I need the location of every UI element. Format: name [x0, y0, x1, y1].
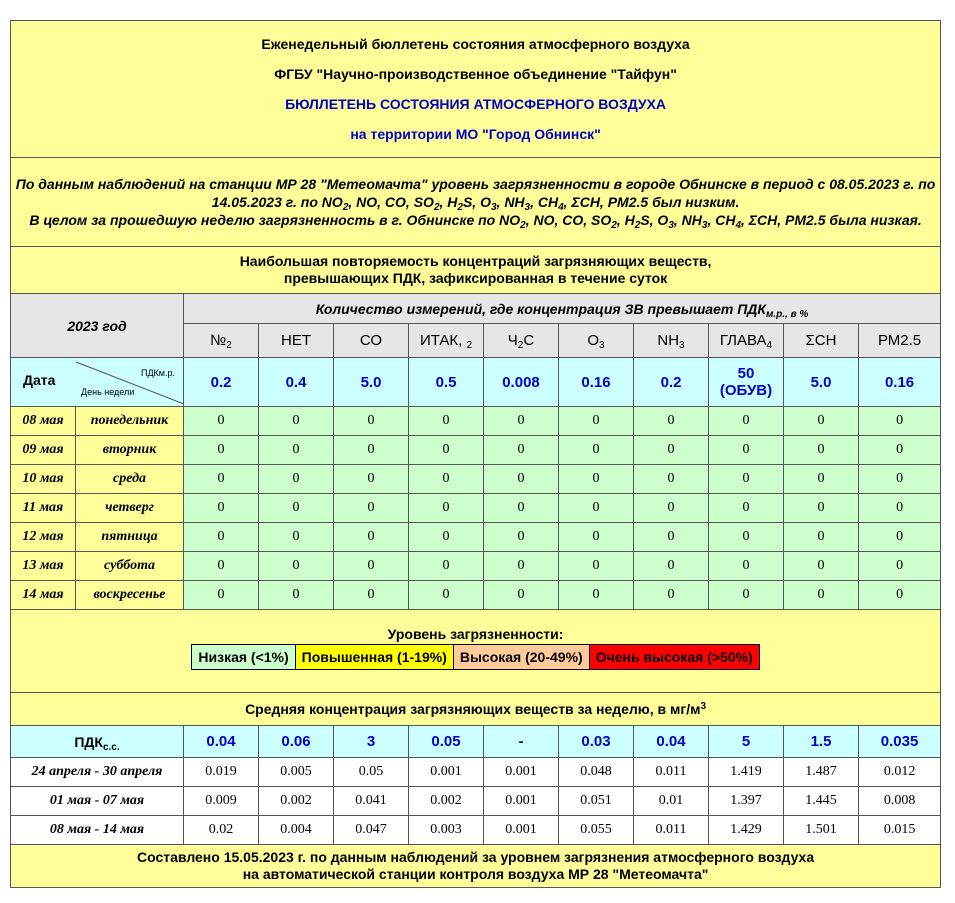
row-value: 0	[784, 465, 859, 494]
row-value: 0	[184, 465, 259, 494]
table-row	[11, 523, 941, 552]
row-value: 0	[634, 436, 709, 465]
repeat-title	[11, 247, 941, 294]
avg-value: 1.429	[709, 816, 784, 845]
row-value: 0	[559, 407, 634, 436]
summary	[11, 158, 941, 247]
row-value: 0	[784, 523, 859, 552]
row-value: 0	[334, 465, 409, 494]
pdk-mr-value: 5.0	[784, 358, 859, 407]
row-value: 0	[334, 552, 409, 581]
pdk-mr-value: 50 (ОБУВ)	[709, 358, 784, 407]
avg-value: 0.019	[184, 758, 259, 787]
column-header: $О_3$	[559, 324, 634, 358]
row-value: 0	[184, 436, 259, 465]
row-value: 0	[709, 581, 784, 610]
header-line3: БЮЛЛЕТЕНЬ СОСТОЯНИЯ АТМОСФЕРНОГО ВОЗДУХА	[285, 96, 667, 112]
diag-bottom-label: День недели	[81, 387, 135, 397]
row-value: 0	[259, 436, 334, 465]
row-date: 09 мая	[11, 436, 76, 465]
pdk-ss-value: 0.03	[559, 726, 634, 758]
footer-line1: Составлено 15.05.2023 г. по данным наблюдений за уровнем загрязнения атмосферного воздуха	[136, 849, 815, 865]
row-value: 0	[484, 436, 559, 465]
row-value: 0	[484, 494, 559, 523]
avg-value: 0.02	[184, 816, 259, 845]
footer	[11, 845, 941, 888]
row-value: 0	[409, 552, 484, 581]
row-value: 0	[409, 523, 484, 552]
row-value: 0	[559, 552, 634, 581]
avg-value: 1.487	[784, 758, 859, 787]
avg-value: 0.055	[559, 816, 634, 845]
pdk-mr-value: 0.16	[859, 358, 941, 407]
row-day: пятница	[76, 523, 184, 552]
avg-value: 0.005	[259, 758, 334, 787]
legend-item: Низкая (<1%)	[192, 645, 295, 670]
avg-value: 0.001	[484, 816, 559, 845]
year-cell: 2023 год	[11, 294, 184, 358]
row-value: 0	[184, 407, 259, 436]
pdk-mr-value: 0.5	[409, 358, 484, 407]
avg-value: 0.004	[259, 816, 334, 845]
row-value: 0	[859, 552, 941, 581]
column-header: РМ2.5	[859, 324, 941, 358]
avg-value: 0.001	[484, 787, 559, 816]
table-row	[11, 552, 941, 581]
repeat-title-line1: Наибольшая повторяемость концентраций загрязняющих веществ,	[239, 253, 712, 269]
avg-title: Средняя концентрация загрязняющих веществ за неделю, в $мг/м^3$	[11, 693, 941, 726]
count-title: Количество измерений, где концентрация ЗВ превышает $ПДК_{м.р., в \%}$	[184, 294, 941, 324]
repeat-title-line2: превышающих ПДК, зафиксированная в течение суток	[283, 270, 668, 286]
column-header: НЕТ	[259, 324, 334, 358]
avg-value: 0.05	[334, 758, 409, 787]
row-day: понедельник	[76, 407, 184, 436]
row-value: 0	[259, 407, 334, 436]
avg-row	[11, 816, 941, 845]
row-value: 0	[484, 465, 559, 494]
pdk-mr-value: 0.2	[634, 358, 709, 407]
row-value: 0	[259, 494, 334, 523]
row-value: 0	[634, 552, 709, 581]
date-label: Дата	[23, 372, 56, 388]
avg-value: 0.051	[559, 787, 634, 816]
row-day: суббота	[76, 552, 184, 581]
avg-value: 1.397	[709, 787, 784, 816]
table-row	[11, 581, 941, 610]
table-row	[11, 407, 941, 436]
column-header: ΣСН	[784, 324, 859, 358]
row-value: 0	[409, 494, 484, 523]
row-value: 0	[334, 407, 409, 436]
avg-value: 0.011	[634, 758, 709, 787]
avg-value: 0.01	[634, 787, 709, 816]
avg-row	[11, 758, 941, 787]
row-value: 0	[784, 552, 859, 581]
footer-line2: на автоматической станции контроля воздуха МР 28 "Метеомачта"	[242, 866, 709, 882]
row-value: 0	[184, 523, 259, 552]
avg-value: 0.015	[859, 816, 941, 845]
legend-table	[191, 644, 759, 670]
row-day: воскресенье	[76, 581, 184, 610]
row-date: 10 мая	[11, 465, 76, 494]
pdk-ss-value: 0.035	[859, 726, 941, 758]
column-header: $ГЛАВА_4$	[709, 324, 784, 358]
row-value: 0	[259, 552, 334, 581]
table-row	[11, 465, 941, 494]
header-line4: на территории МО "Город Обнинск"	[350, 126, 601, 142]
avg-value: 0.048	[559, 758, 634, 787]
avg-value: 0.003	[409, 816, 484, 845]
row-value: 0	[484, 523, 559, 552]
row-value: 0	[859, 581, 941, 610]
pdk-mr-value: 0.008	[484, 358, 559, 407]
row-value: 0	[709, 523, 784, 552]
pdk-mr-row	[11, 358, 941, 407]
summary-p1: По данным наблюдений на станции МР 28 "Метеомачта" уровень загрязненности в городе Обнинске в период с 08.05.2023 г. по 14.05.2023 г. по $NO_2$, NO, CO, $SO_2$, $H_2S$, $O_3$, $NH_3$, $CH_4$, ΣCH, PM2.5 был низким.	[15, 176, 936, 213]
row-value: 0	[334, 436, 409, 465]
pdk-ss-value: 0.04	[184, 726, 259, 758]
pdk-mr-value: 0.2	[184, 358, 259, 407]
avg-value: 0.001	[484, 758, 559, 787]
row-value: 0	[259, 581, 334, 610]
diagonal-header	[11, 358, 183, 406]
pdk-ss-value: 1.5	[784, 726, 859, 758]
row-value: 0	[859, 465, 941, 494]
summary-p2: В целом за прошедшую неделю загрязненность в г. Обнинске по $NO_2$, NO, CO, $SO_2$, $H_2S$, $O_3$, $NH_3$, $CH_4$, ΣCH, PM2.5 была низкая.	[29, 212, 922, 231]
row-value: 0	[559, 581, 634, 610]
row-value: 0	[859, 436, 941, 465]
row-date: 11 мая	[11, 494, 76, 523]
date-header-cell	[11, 358, 184, 407]
avg-value: 0.041	[334, 787, 409, 816]
bulletin-header	[11, 21, 941, 158]
pdk-ss-value: 0.06	[259, 726, 334, 758]
row-value: 0	[184, 581, 259, 610]
row-value: 0	[259, 465, 334, 494]
row-value: 0	[634, 494, 709, 523]
row-date: 14 мая	[11, 581, 76, 610]
bulletin	[10, 20, 940, 888]
row-value: 0	[709, 436, 784, 465]
row-value: 0	[409, 407, 484, 436]
row-value: 0	[784, 581, 859, 610]
row-value: 0	[559, 523, 634, 552]
pdk-mr-value: 0.4	[259, 358, 334, 407]
avg-value: 0.047	[334, 816, 409, 845]
avg-value: 0.001	[409, 758, 484, 787]
row-value: 0	[634, 465, 709, 494]
pdk-ss-value: 0.05	[409, 726, 484, 758]
row-value: 0	[334, 494, 409, 523]
header-line2: ФГБУ "Научно-производственное объединение "Тайфун"	[274, 66, 677, 82]
row-day: среда	[76, 465, 184, 494]
avg-value: 0.002	[259, 787, 334, 816]
pdk-mr-extra: (ОБУВ)	[719, 382, 773, 399]
row-value: 0	[184, 494, 259, 523]
row-value: 0	[634, 407, 709, 436]
row-date: 13 мая	[11, 552, 76, 581]
row-value: 0	[709, 407, 784, 436]
table-row	[11, 436, 941, 465]
avg-period: 08 мая - 14 мая	[11, 816, 184, 845]
column-header: $Ч_2С$	[484, 324, 559, 358]
legend-item: Повышенная (1-19%)	[295, 645, 453, 670]
row-value: 0	[559, 465, 634, 494]
row-value: 0	[484, 552, 559, 581]
row-value: 0	[634, 581, 709, 610]
avg-period: 24 апреля - 30 апреля	[11, 758, 184, 787]
header-line1: Еженедельный бюллетень состояния атмосферного воздуха	[261, 36, 690, 52]
row-value: 0	[409, 436, 484, 465]
avg-value: 1.419	[709, 758, 784, 787]
avg-value: 0.002	[409, 787, 484, 816]
row-value: 0	[634, 523, 709, 552]
bulletin-table	[10, 20, 941, 888]
row-value: 0	[709, 494, 784, 523]
row-value: 0	[409, 465, 484, 494]
diag-top-label: ПДКм.р.	[140, 368, 175, 378]
row-value: 0	[484, 407, 559, 436]
row-value: 0	[784, 436, 859, 465]
legend-item: Высокая (20-49%)	[453, 645, 589, 670]
row-value: 0	[709, 552, 784, 581]
row-date: 12 мая	[11, 523, 76, 552]
row-value: 0	[334, 581, 409, 610]
avg-value: 0.008	[859, 787, 941, 816]
legend-item: Очень высокая (>50%)	[589, 645, 759, 670]
table-row	[11, 494, 941, 523]
row-value: 0	[859, 523, 941, 552]
pdk-ss-value: 3	[334, 726, 409, 758]
pdk-ss-value: -	[484, 726, 559, 758]
avg-rows	[11, 758, 941, 845]
row-value: 0	[784, 407, 859, 436]
row-value: 0	[259, 523, 334, 552]
row-value: 0	[559, 494, 634, 523]
day-rows	[11, 407, 941, 610]
row-value: 0	[409, 581, 484, 610]
avg-value: 0.009	[184, 787, 259, 816]
pdk-mr-value: 5.0	[334, 358, 409, 407]
row-value: 0	[859, 494, 941, 523]
avg-value: 1.501	[784, 816, 859, 845]
row-value: 0	[709, 465, 784, 494]
legend	[11, 610, 941, 693]
pdk-ss-value: 0.04	[634, 726, 709, 758]
avg-value: 0.011	[634, 816, 709, 845]
row-day: четверг	[76, 494, 184, 523]
avg-row	[11, 787, 941, 816]
row-value: 0	[559, 436, 634, 465]
column-header: ИТАК, $_2$	[409, 324, 484, 358]
column-header: $NH_3$	[634, 324, 709, 358]
pdk-ss-label: $ПДК_{с.с.}$	[11, 726, 184, 758]
avg-period: 01 мая - 07 мая	[11, 787, 184, 816]
avg-value: 0.012	[859, 758, 941, 787]
pdk-mr-value: 0.16	[559, 358, 634, 407]
row-value: 0	[484, 581, 559, 610]
pdk-ss-row	[11, 726, 941, 758]
column-header: СО	[334, 324, 409, 358]
row-value: 0	[859, 407, 941, 436]
avg-value: 1.445	[784, 787, 859, 816]
row-value: 0	[334, 523, 409, 552]
pdk-ss-value: 5	[709, 726, 784, 758]
row-day: вторник	[76, 436, 184, 465]
row-value: 0	[184, 552, 259, 581]
row-date: 08 мая	[11, 407, 76, 436]
column-header: $№_2$	[184, 324, 259, 358]
row-value: 0	[784, 494, 859, 523]
legend-title: Уровень загрязненности:	[387, 626, 564, 642]
